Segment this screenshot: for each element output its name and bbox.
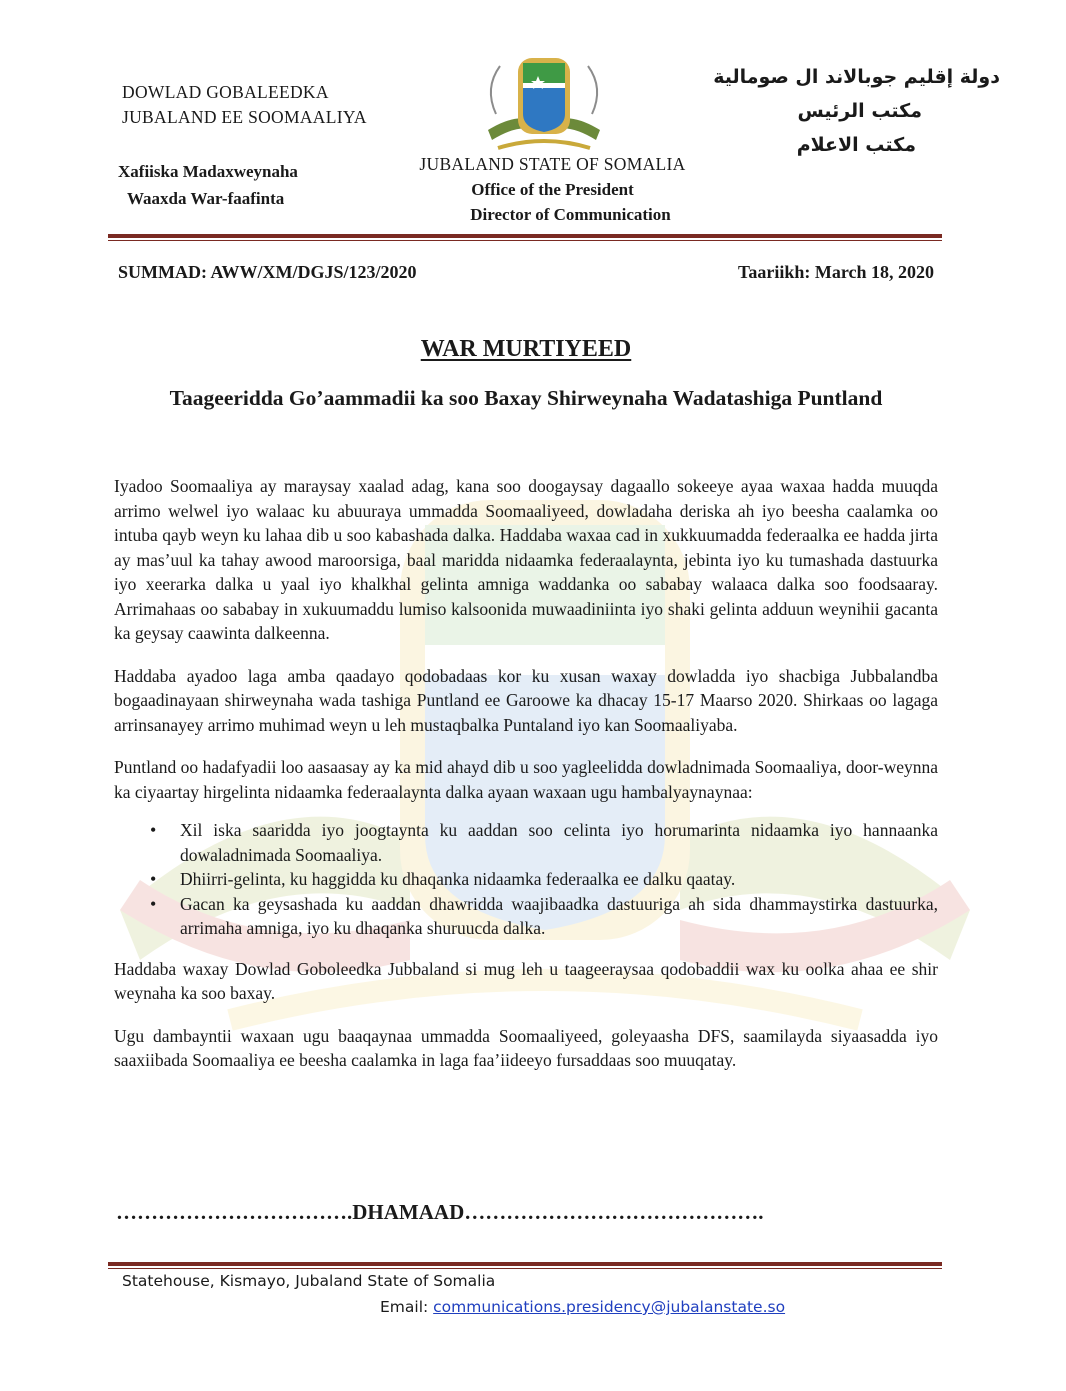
header-left-org xyxy=(122,80,367,130)
header-right-arabic xyxy=(713,60,1000,162)
bullet-list xyxy=(114,818,938,941)
header-org-line2: JUBALAND EE SOOMAALIYA xyxy=(122,107,367,127)
header-office-line2: Waaxda War-faafinta xyxy=(127,189,285,208)
header-director-communication: Director of Communication xyxy=(470,205,671,224)
header-state-name: JUBALAND STATE OF SOMALIA xyxy=(419,154,686,174)
header-divider-thin xyxy=(108,240,942,241)
body-paragraph-4: Haddaba waxay Dowlad Goboleedka Jubbaland si mug leh u taageeraysaa qodobaddii wax ku oolka ahaa ee shir weynaha ka soo baxay. xyxy=(114,958,938,1003)
header-office-president: Office of the President xyxy=(471,180,634,199)
header-office-line1: Xafiiska Madaxweynaha xyxy=(118,162,298,181)
bullet-item: • Xil iska saaridda iyo joogtaynta ku aaddan soo celinta iyo horumarinta nidaamka iyo hannaanka dowaladnimada Soomaaliya. xyxy=(180,818,938,867)
bullet-item: • Gacan ka geysashada ku aaddan dhawridda waajibaadka dastuuriga ah sida dhammaystirka dastuurka, arrimaha amniga, iyo ku dhaqanka shuruucda dalka. xyxy=(180,892,938,941)
footer-email-label: Email: xyxy=(380,1298,434,1316)
header-arabic-line3: مكتب الاعلام xyxy=(796,134,916,156)
jubaland-emblem xyxy=(478,52,610,156)
document-title: WAR MURTIYEED xyxy=(420,336,632,362)
header-arabic-line1: دولة إقليم جوبالاند ال صومالية xyxy=(713,66,1000,88)
footer-email-link[interactable]: communications.presidency@jubalanstate.so xyxy=(433,1298,786,1316)
footer-address: Statehouse, Kismayo, Jubaland State of Somalia xyxy=(122,1272,496,1290)
bullet-item: • Dhiirri-gelinta, ku haggidda ku dhaqanka nidaamka federaalka ee dalku qaatay. xyxy=(180,867,938,892)
body-paragraph-3: Puntland oo hadafyadii loo aasaasay ay ka mid ahayd dib u soo yagleelidda dowladnimada Soomaaliya, door-weynna ka ciyaartay hirgelinta nidaamka federaalaynta dalka ayaan waxaan ugu hambalyaynaynaa: xyxy=(114,757,938,802)
header-left-office xyxy=(118,158,298,212)
body-paragraph-1: Iyadoo Soomaaliya ay maraysay xaalad adag, kana soo doogaysay dagaallo sokeeye ayaa waxaa hadda muuqda arrimo welwel iyo walaac ku abuuraya ummadda Soomaaliyeed, dowladaha deriska ah iyo beesha caalamka oo intuba qayb weyn ku lahaa dib u soo kabashada dalka. Haddaba waxaa cad in xukkuumadda federaalka ee hadda jirta ay mas’uul ka tahay awood maroorsiga, baal maridda nidaamka federaalaynta, jebinta iyo ku tumashada dastuurka iyo xeerarka dalka u yaal iyo khalkhal gelinta amniga waddanka oo sababay walaaca dalka soo foodsaaray. Arrimahaas oo sababay in xukuumaddu lumiso kalsoonida muwaadiniinta iyo shaki gelinta adduun weynihii gacanta ka geysay caawinta dalkeenna. xyxy=(114,476,938,643)
document-subtitle: Taageeridda Go’aammadii ka soo Baxay Shirweynaha Wadatashiga Puntland xyxy=(169,386,883,410)
body-paragraph-5: Ugu dambayntii waxaan ugu baaqaynaa ummadda Soomaaliyeed, goleyaasha DFS, saamilayda siyaasadda iyo saaxiibada Soomaaliya ee beesha caalamka in laga faa’iideeyo fursaddaas soo muuqatay. xyxy=(114,1025,938,1070)
header-org-line1: DOWLAD GOBALEEDKA xyxy=(122,82,329,102)
document-body xyxy=(114,474,938,1091)
footer-email-line xyxy=(380,1298,785,1316)
footer-divider-thin xyxy=(108,1268,942,1269)
footer-divider xyxy=(108,1262,942,1266)
header-center xyxy=(400,152,705,227)
body-paragraph-2: Haddaba ayadoo laga amba qaadayo qodobadaas kor ku xusan waxay dowladda iyo shacbiga Jubbalandba bogaadinayaan shirweynaha wada tashiga Puntland ee Garoowe ka dhacay 15-17 Maarso 2020. Shirkaas oo lagaga arrinsanayey arrimo muhimad weyn u leh mustaqbalka Puntaland iyo kan Soomaaliyaba. xyxy=(114,665,938,735)
reference-number: SUMMAD: AWW/XM/DGJS/123/2020 xyxy=(118,262,417,282)
header-divider xyxy=(108,234,942,238)
header-arabic-line2: مكتب الرئيس xyxy=(797,100,922,122)
end-marker: …………………………….DHAMAAD……………………………………. xyxy=(116,1200,764,1224)
document-date: Taariikh: March 18, 2020 xyxy=(737,262,934,282)
